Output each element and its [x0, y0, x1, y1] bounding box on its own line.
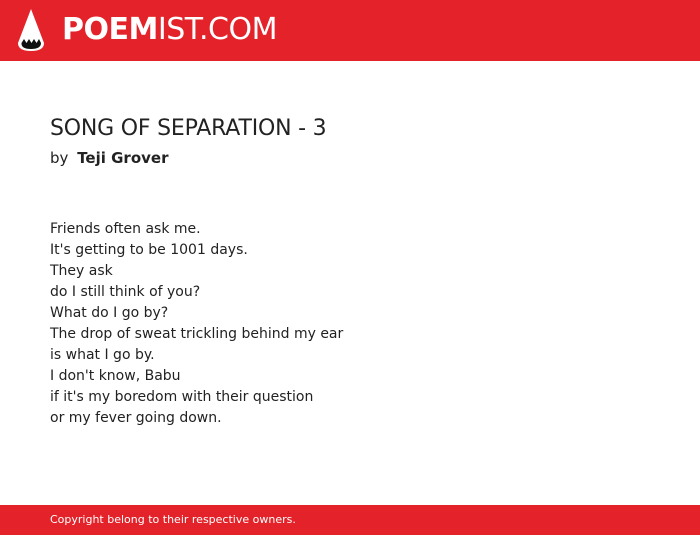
site-footer [0, 505, 700, 535]
poem-line: do I still think of you? [50, 284, 201, 300]
brand-bold: POEM [62, 12, 158, 47]
site-logo-text[interactable] [62, 10, 277, 50]
poem-line: They ask [50, 263, 113, 279]
poem-line: I don't know, Babu [50, 368, 181, 384]
poem-body [50, 219, 343, 429]
poem-line: It's getting to be 1001 days. [50, 242, 248, 258]
poem-line: if it's my boredom with their question [50, 389, 314, 405]
poem-line: or my fever going down. [50, 410, 222, 426]
byline [50, 149, 168, 167]
brand-light: IST.COM [157, 12, 277, 47]
by-label: by [50, 149, 69, 167]
poem-line: is what I go by. [50, 347, 155, 363]
copyright-notice: Copyright belong to their respective owners. [50, 513, 296, 526]
pencil-logo-icon[interactable] [18, 9, 44, 51]
poem-line: Friends often ask me. [50, 221, 201, 237]
poem-line: What do I go by? [50, 305, 169, 321]
site-header [0, 0, 700, 61]
poem-line: The drop of sweat trickling behind my ear [50, 326, 344, 342]
poem-title: SONG OF SEPARATION - 3 [50, 116, 327, 141]
author-name: Teji Grover [77, 149, 169, 167]
